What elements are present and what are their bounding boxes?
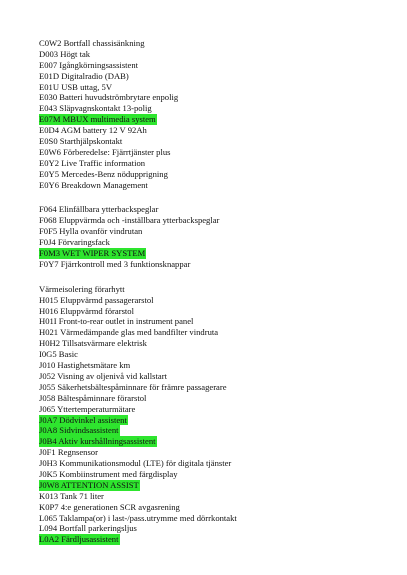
option-line bbox=[39, 82, 399, 93]
option-line bbox=[39, 259, 399, 270]
highlighted-option-line bbox=[39, 248, 399, 259]
option-text: J0K5 Kombiinstrument med färgdisplay bbox=[39, 468, 178, 479]
option-text: J0A8 Sidvindsassistent bbox=[39, 425, 119, 436]
option-line bbox=[39, 327, 399, 338]
highlighted-option-line bbox=[39, 480, 399, 491]
option-text: J0B4 Aktiv kurshållningsassistent bbox=[39, 436, 156, 447]
document-page bbox=[39, 38, 399, 545]
option-line bbox=[39, 125, 399, 136]
option-text: L065 Taklampa(or) i last-/pass.utrymme med dörrkontakt bbox=[39, 512, 237, 523]
option-text: H015 Eluppvärmd passagerarstol bbox=[39, 294, 154, 305]
option-section bbox=[39, 204, 399, 269]
option-line bbox=[39, 71, 399, 82]
option-text: J010 Hastighetsmätare km bbox=[39, 360, 131, 371]
option-text: E07M MBUX multimedia system bbox=[39, 114, 156, 125]
option-section bbox=[39, 38, 399, 190]
option-line bbox=[39, 92, 399, 103]
option-text: E01D Digitalradio (DAB) bbox=[39, 70, 129, 81]
option-text: J0H3 Kommunikationsmodul (LTE) för digitala tjänster bbox=[39, 458, 232, 469]
option-text: Värmeisolering förarhytt bbox=[39, 283, 125, 294]
option-line bbox=[39, 513, 399, 524]
option-text: K0P7 4:e generationen SCR avgasrening bbox=[39, 501, 180, 512]
option-text: J055 Säkerhetsbältespåminnare för främre passagerare bbox=[39, 381, 227, 392]
section-gap bbox=[39, 190, 399, 204]
option-line bbox=[39, 393, 399, 404]
option-text: I0G5 Basic bbox=[39, 349, 78, 360]
option-line bbox=[39, 502, 399, 513]
option-line bbox=[39, 458, 399, 469]
option-line bbox=[39, 284, 399, 295]
option-text: L0A2 Färdljusassistent bbox=[39, 534, 119, 545]
option-line bbox=[39, 316, 399, 327]
option-line bbox=[39, 215, 399, 226]
option-text: E0D4 AGM battery 12 V 92Ah bbox=[39, 125, 147, 136]
option-line bbox=[39, 226, 399, 237]
option-text: J0A7 Dödvinkel assistent bbox=[39, 414, 127, 425]
option-line bbox=[39, 136, 399, 147]
option-line bbox=[39, 38, 399, 49]
option-text: J058 Bältespåminnare förarstol bbox=[39, 392, 147, 403]
option-text: H021 Värmedämpande glas med bandfilter vindruta bbox=[39, 327, 219, 338]
option-text: E0W6 Förberedelse: Fjärrtjänster plus bbox=[39, 146, 171, 157]
option-line bbox=[39, 103, 399, 114]
option-line bbox=[39, 204, 399, 215]
option-line bbox=[39, 523, 399, 534]
option-text: H0H2 Tillsatsvärmare elektrisk bbox=[39, 338, 147, 349]
option-line bbox=[39, 295, 399, 306]
option-text: H016 Eluppvärmd förarstol bbox=[39, 305, 134, 316]
option-line bbox=[39, 180, 399, 191]
option-line bbox=[39, 169, 399, 180]
highlighted-option-line bbox=[39, 425, 399, 436]
option-line bbox=[39, 404, 399, 415]
highlighted-option-line bbox=[39, 114, 399, 125]
option-text: D003 Högt tak bbox=[39, 48, 91, 59]
option-text: F0J4 Förvaringsfack bbox=[39, 237, 110, 248]
option-text: K013 Tank 71 liter bbox=[39, 490, 104, 501]
option-text: E043 Släpvagnskontakt 13-polig bbox=[39, 103, 152, 114]
option-line bbox=[39, 147, 399, 158]
option-text: E0S0 Starthjälpskontakt bbox=[39, 136, 123, 147]
option-line bbox=[39, 237, 399, 248]
option-text: F0Y7 Fjärrkontroll med 3 funktionsknappar bbox=[39, 258, 191, 269]
option-line bbox=[39, 60, 399, 71]
highlighted-option-line bbox=[39, 436, 399, 447]
option-line bbox=[39, 382, 399, 393]
option-text: E01U USB uttag, 5V bbox=[39, 81, 113, 92]
option-line bbox=[39, 158, 399, 169]
option-line bbox=[39, 447, 399, 458]
option-text: F064 Elinfällbara ytterbackspeglar bbox=[39, 204, 159, 215]
highlighted-option-line bbox=[39, 534, 399, 545]
option-text: F068 Eluppvärmda och -inställbara ytterbackspeglar bbox=[39, 215, 220, 226]
option-line bbox=[39, 469, 399, 480]
section-gap bbox=[39, 270, 399, 284]
option-text: E030 Batteri huvudströmbrytare enpolig bbox=[39, 92, 179, 103]
option-text: E0Y2 Live Traffic information bbox=[39, 157, 146, 168]
option-text: L094 Bortfall parkeringsljus bbox=[39, 523, 137, 534]
option-text: F0F5 Hylla ovanför vindrutan bbox=[39, 226, 143, 237]
option-line bbox=[39, 49, 399, 60]
option-section bbox=[39, 284, 399, 545]
option-text: J0W8 ATTENTION ASSIST bbox=[39, 479, 139, 490]
option-line bbox=[39, 491, 399, 502]
option-text: E0Y6 Breakdown Management bbox=[39, 179, 148, 190]
option-text: E007 Igångkörningsassistent bbox=[39, 59, 139, 70]
option-line bbox=[39, 360, 399, 371]
option-line bbox=[39, 349, 399, 360]
option-line bbox=[39, 306, 399, 317]
option-text: E0Y5 Mercedes-Benz nödupprigning bbox=[39, 168, 168, 179]
highlighted-option-line bbox=[39, 415, 399, 426]
option-text: J065 Yttertemperaturmätare bbox=[39, 403, 136, 414]
option-text: F0M3 WET WIPER SYSTEM bbox=[39, 248, 146, 259]
option-text: H01I Front-to-rear outlet in instrument panel bbox=[39, 316, 194, 327]
option-line bbox=[39, 371, 399, 382]
option-line bbox=[39, 338, 399, 349]
option-text: C0W2 Bortfall chassisänkning bbox=[39, 38, 145, 48]
option-text: J052 Visning av oljenivå vid kallstart bbox=[39, 370, 167, 381]
option-text: J0F1 Regnsensor bbox=[39, 447, 98, 458]
